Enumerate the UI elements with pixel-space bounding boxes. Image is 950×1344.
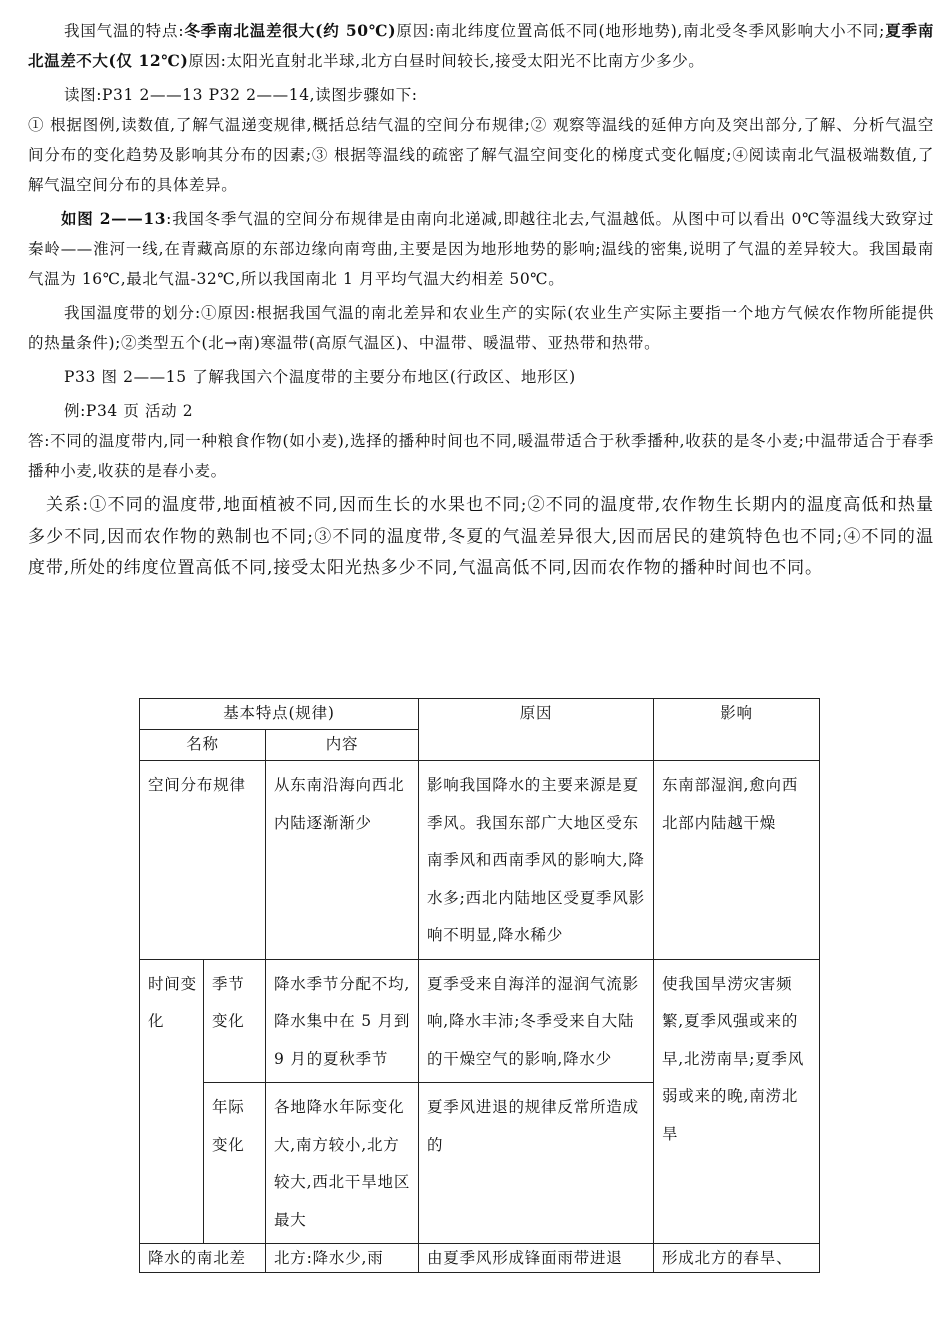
table-row	[140, 1244, 820, 1273]
bold-text-run: 冬季南北温差很大(约 50℃)	[184, 21, 397, 40]
table-header-row	[140, 699, 820, 730]
bold-text-run: 如图 2——13	[61, 209, 167, 228]
temperature-features-paragraph	[28, 16, 934, 76]
temperature-zone-paragraph: 我国温度带的划分:①原因:根据我国气温的南北差异和农业生产的实际(农业生产实际主要指一个地方气候农作物所能提供的热量条件);②类型五个(北→南)寒温带(高原气温区)、中温带、暖温带、亚热带和热带。	[28, 304, 934, 352]
text-run: 我国气温的特点:	[64, 22, 185, 40]
north-south-impact-cell: 形成北方的春旱、	[654, 1244, 820, 1273]
bold-text-run: 夏季南北温差不大(仅 12℃)	[28, 21, 934, 70]
annual-reason-cell: 夏季风进退的规律反常所造成的	[419, 1083, 654, 1244]
time-change-group-cell: 时间变化	[140, 959, 204, 1244]
seasonal-content-cell: 降水季节分配不均,降水集中在 5 月到 9 月的夏秋季节	[266, 959, 419, 1083]
header-content: 内容	[266, 730, 419, 761]
spatial-content-cell: 从东南沿海向西北内陆逐渐渐少	[266, 761, 419, 960]
north-south-reason-cell: 由夏季风形成锋面雨带进退	[419, 1244, 654, 1273]
text-run: 原因:太阳光直射北半球,北方白昼时间较长,接受太阳光不比南方少多少。	[188, 52, 705, 70]
header-reason: 原因	[419, 699, 654, 761]
north-south-name-cell: 降水的南北差	[140, 1244, 266, 1273]
annual-name-cell: 年际变化	[204, 1083, 266, 1244]
time-impact-cell: 使我国旱涝灾害频繁,夏季风强或来的早,北涝南旱;夏季风弱或来的晚,南涝北旱	[654, 959, 820, 1244]
spatial-reason-cell: 影响我国降水的主要来源是夏季风。我国东部广大地区受东南季风和西南季风的影响大,降水多;西北内陆地区受夏季风影响不明显,降水稀少	[419, 761, 654, 960]
header-basic-features: 基本特点(规律)	[140, 699, 419, 730]
reading-steps-paragraph: ① 根据图例,读数值,了解气温递变规律,概括总结气温的空间分布规律;② 观察等温线的延伸方向及突出部分,了解、分析气温空间分布的变化趋势及影响其分布的因素;③ 根据等温线的疏密了解气温空间变化的梯度式变化幅度;④阅读南北气温极端数值,了解气温空间分布的具体差异。	[28, 116, 934, 194]
text-run: :我国冬季气温的空间分布规律是由南向北递减,即越往北去,气温越低。从图中可以看出 0℃等温线大致穿过秦岭——淮河一线,在青藏高原的东部边缘向南弯曲,主要是因为地形地势的影响;温线的密集,说明了气温的差异较大。我国最南气温为 16℃,最北气温-32℃,所以我国南北 1 月平均气温大约相差 50℃。	[28, 210, 934, 288]
precipitation-table	[139, 698, 820, 1273]
relationship-paragraph: 关系:①不同的温度带,地面植被不同,因而生长的水果也不同;②不同的温度带,农作物生长期内的温度高低和热量多少不同,因而农作物的熟制也不同;③不同的温度带,冬夏的气温差异很大,因而居民的建筑特色也不同;④不同的温度带,所处的纬度位置高低不同,接受太阳光热多少不同,气温高低不同,因而农作物的播种时间也不同。	[28, 495, 934, 578]
north-south-content-cell: 北方:降水少,雨	[266, 1244, 419, 1273]
header-impact: 影响	[654, 699, 820, 761]
seasonal-name-cell: 季节变化	[204, 959, 266, 1083]
example-paragraph: 例:P34 页 活动 2	[64, 402, 194, 420]
table-row	[140, 761, 820, 960]
map-reading-paragraph: 读图:P31 2——13 P32 2——14,读图步骤如下:	[64, 86, 418, 104]
document-page	[28, 16, 934, 585]
table-row	[140, 959, 820, 1083]
figure-analysis-paragraph	[28, 204, 934, 294]
figure-reference-paragraph: P33 图 2——15 了解我国六个温度带的主要分布地区(行政区、地形区)	[64, 368, 576, 386]
seasonal-reason-cell: 夏季受来自海洋的湿润气流影响,降水丰沛;冬季受来自大陆的干燥空气的影响,降水少	[419, 959, 654, 1083]
spatial-impact-cell: 东南部湿润,愈向西北部内陆越干燥	[654, 761, 820, 960]
text-run: 原因:南北纬度位置高低不同(地形地势),南北受冬季风影响大小不同;	[396, 22, 885, 40]
annual-content-cell: 各地降水年际变化大,南方较小,北方较大,西北干旱地区最大	[266, 1083, 419, 1244]
spatial-name-cell: 空间分布规律	[140, 761, 266, 960]
header-name: 名称	[140, 730, 266, 761]
answer-paragraph: 答:不同的温度带内,同一种粮食作物(如小麦),选择的播种时间也不同,暖温带适合于秋季播种,收获的是冬小麦;中温带适合于春季播种小麦,收获的是春小麦。	[28, 432, 934, 480]
